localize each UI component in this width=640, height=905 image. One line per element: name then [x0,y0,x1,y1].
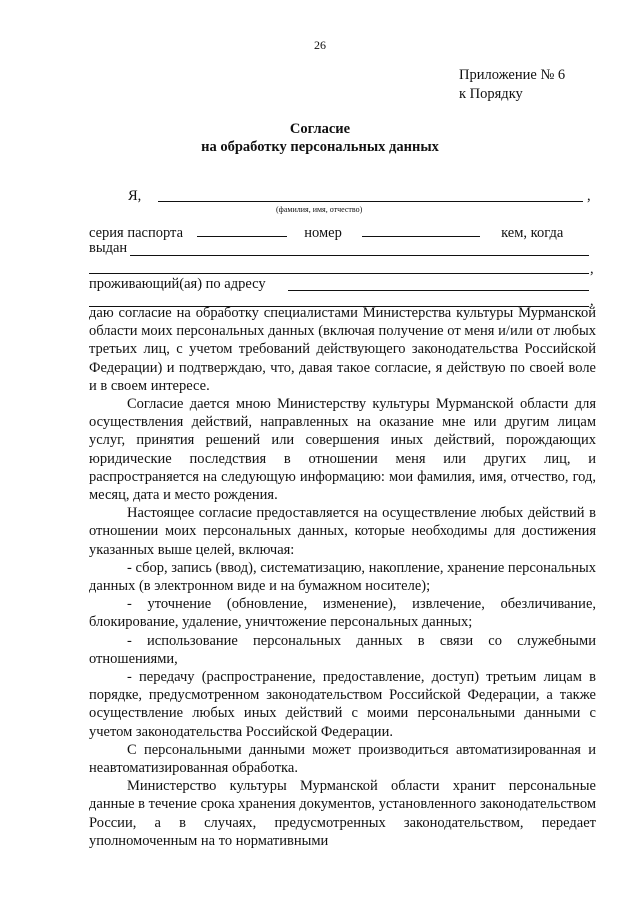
fio-caption: (фамилия, имя, отчество) [276,205,363,214]
page-number: 26 [314,38,326,52]
list-item-transfer: - передачу (распространение, предоставление, доступ) третьим лицам в порядке, предусмотренном законодательством Российской Федерации, а также осуществление любых иных действий с моими персональными данными с учетом законодательства Российской Федерации. [89,669,596,740]
address-line [288,290,589,291]
issued-line [130,255,589,256]
fio-comma: , [587,188,591,204]
annex-header [459,66,565,104]
passport-series-label: серия паспорта [89,225,184,241]
address-label: проживающий(ая) по адресу [89,276,266,292]
list-item-collection: - сбор, запись (ввод), систематизацию, накопление, хранение персональных данных (в электронном виде и на бумажном носителе); [89,559,596,595]
list-item-usage: - использование персональных данных в связи со служебными отношениями, [89,632,596,667]
title-line-2: на обработку персональных данных [201,139,439,155]
issued-by-label: кем, когда [501,225,564,241]
consent-body [89,304,596,850]
title-line-1: Согласие [289,121,351,137]
paragraph-actions: Настоящее согласие предоставляется на осуществление любых действий в отношении моих персональных данных, которые необходимы для достижения указанных выше целей, включая: [89,505,596,558]
paragraph-processing: С персональными данными может производиться автоматизированная и неавтоматизированная обработка. [89,741,596,777]
ya-label: Я, [128,188,142,204]
annex-line-1: Приложение № 6 [459,67,566,83]
issued-comma: , [590,261,594,277]
address-comma: , [590,293,594,309]
issued-label: выдан [89,240,128,256]
number-line [362,224,480,237]
document-title [0,120,640,156]
list-item-clarification: - уточнение (обновление, изменение), извлечение, обезличивание, блокирование, удаление, уничтожение персональных данных; [89,596,596,631]
paragraph-storage: Министерство культуры Мурманской области хранит персональные данные в течение срока хранения документов, установленного законодательством России, а в случаях, предусмотренных законодательством, передает уполномоченным на то нормативными [89,778,596,849]
issued-line-2 [89,273,589,274]
fio-field [128,188,598,214]
annex-line-2: к Порядку [459,86,523,102]
paragraph-purpose: Согласие дается мною Министерству культуры Мурманской области для осуществления действий, направленных на оказание мне или другим лицам услуг, принятия решений или совершения иных действий, порождающих юридические последствия в отношении меня или других лиц, и распространяется на следующую информацию: мои фамилия, имя, отчество, год, месяц, дата и место рождения. [89,396,596,504]
paragraph-consent: даю согласие на обработку специалистами Министерства культуры Мурманской области моих персональных данных (включая получение от меня и/или от любых третьих лиц, с учетом требований действующего законодательства Российской Федерации) и подтверждаю, что, давая такое согласие, я действую по своей воле и в своем интересе. [89,305,596,394]
number-label: номер [304,225,342,241]
fio-line [158,201,583,202]
passport-series-line [197,224,287,237]
